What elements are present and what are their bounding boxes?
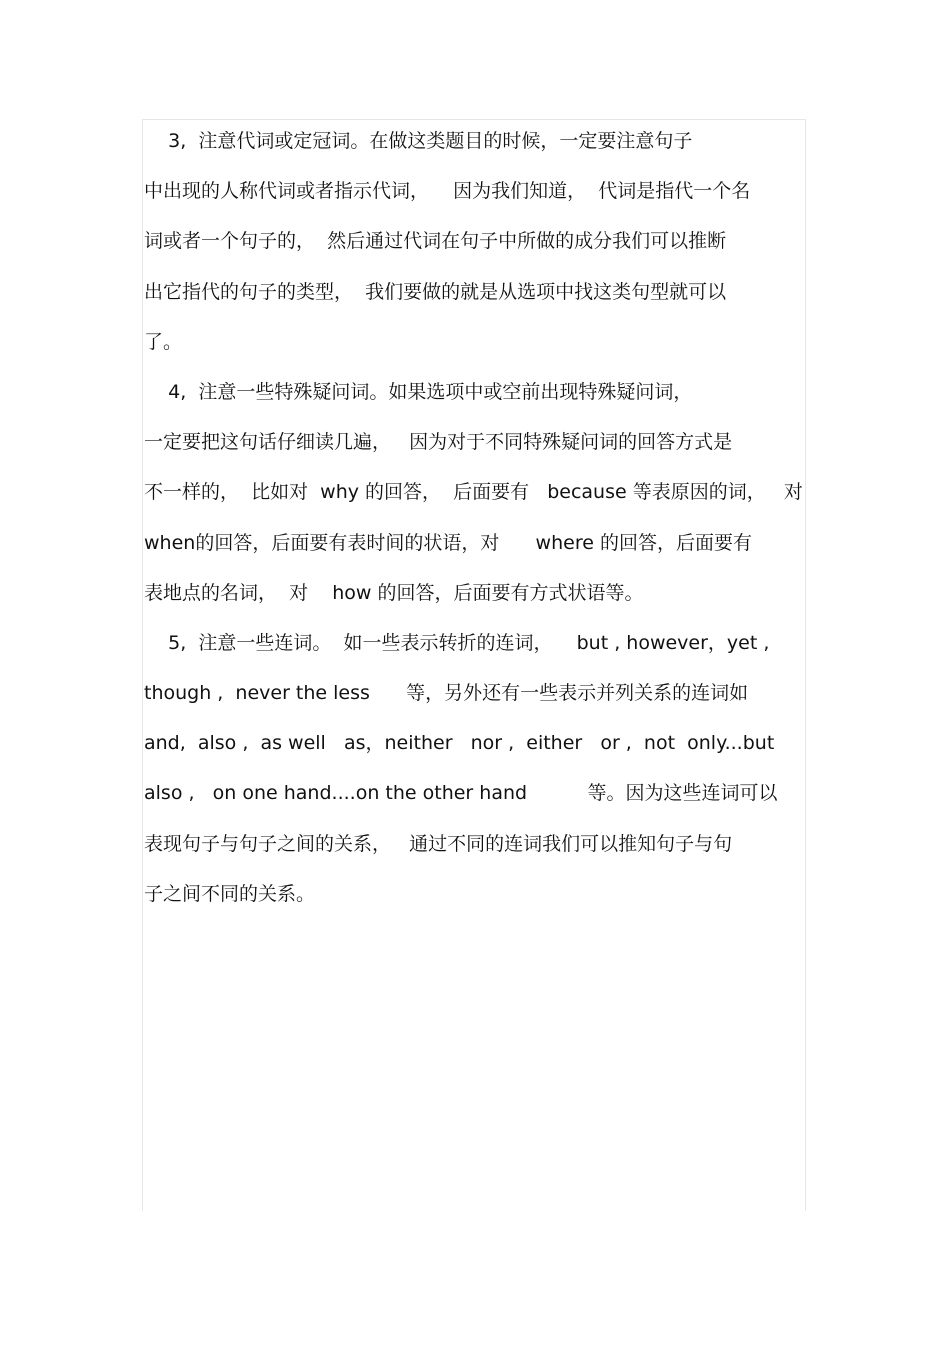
- document-body: [144, 116, 806, 919]
- paragraph-line: 表现句子与句子之间的关系， 通过不同的连词我们可以推知句子与句: [144, 832, 733, 855]
- paragraph-line: 4, 注意一些特殊疑问词。如果选项中或空前出现特殊疑问词，: [144, 380, 693, 403]
- paragraph-line: also , on one hand....on the other hand 等。因为这些连词可以: [144, 782, 778, 805]
- paragraph-line: and, also , as well as，neither nor , either or , not only...but: [144, 732, 775, 755]
- paragraph-line: 5, 注意一些连词。 如一些表示转折的连词， but , however，yet ,: [144, 631, 770, 654]
- paragraph-line: 出它指代的句子的类型， 我们要做的就是从选项中找这类句型就可以: [144, 280, 727, 303]
- paragraph-line: 了。: [144, 330, 183, 353]
- paragraph-line: 子之间不同的关系。: [144, 882, 316, 905]
- paragraph-line: 一定要把这句话仔细读几遍， 因为对于不同特殊疑问词的回答方式是: [144, 431, 733, 454]
- paragraph-line: 3, 注意代词或定冠词。在做这类题目的时候，一定要注意句子: [144, 130, 693, 152]
- paragraph-line: when的回答，后面要有表时间的状语，对 where 的回答，后面要有: [144, 531, 752, 554]
- paragraph-line: 词或者一个句子的， 然后通过代词在句子中所做的成分我们可以推断: [144, 230, 727, 253]
- paragraph-line: 中出现的人称代词或者指示代词， 因为我们知道， 代词是指代一个名: [144, 180, 751, 203]
- paragraph-line: 表地点的名词， 对 how 的回答，后面要有方式状语等。: [144, 581, 644, 604]
- paragraph-line: though , never the less 等，另外还有一些表示并列关系的连词如: [144, 682, 749, 705]
- paragraph-line: 不一样的， 比如对 why 的回答， 后面要有 because 等表原因的词， 对: [144, 481, 803, 504]
